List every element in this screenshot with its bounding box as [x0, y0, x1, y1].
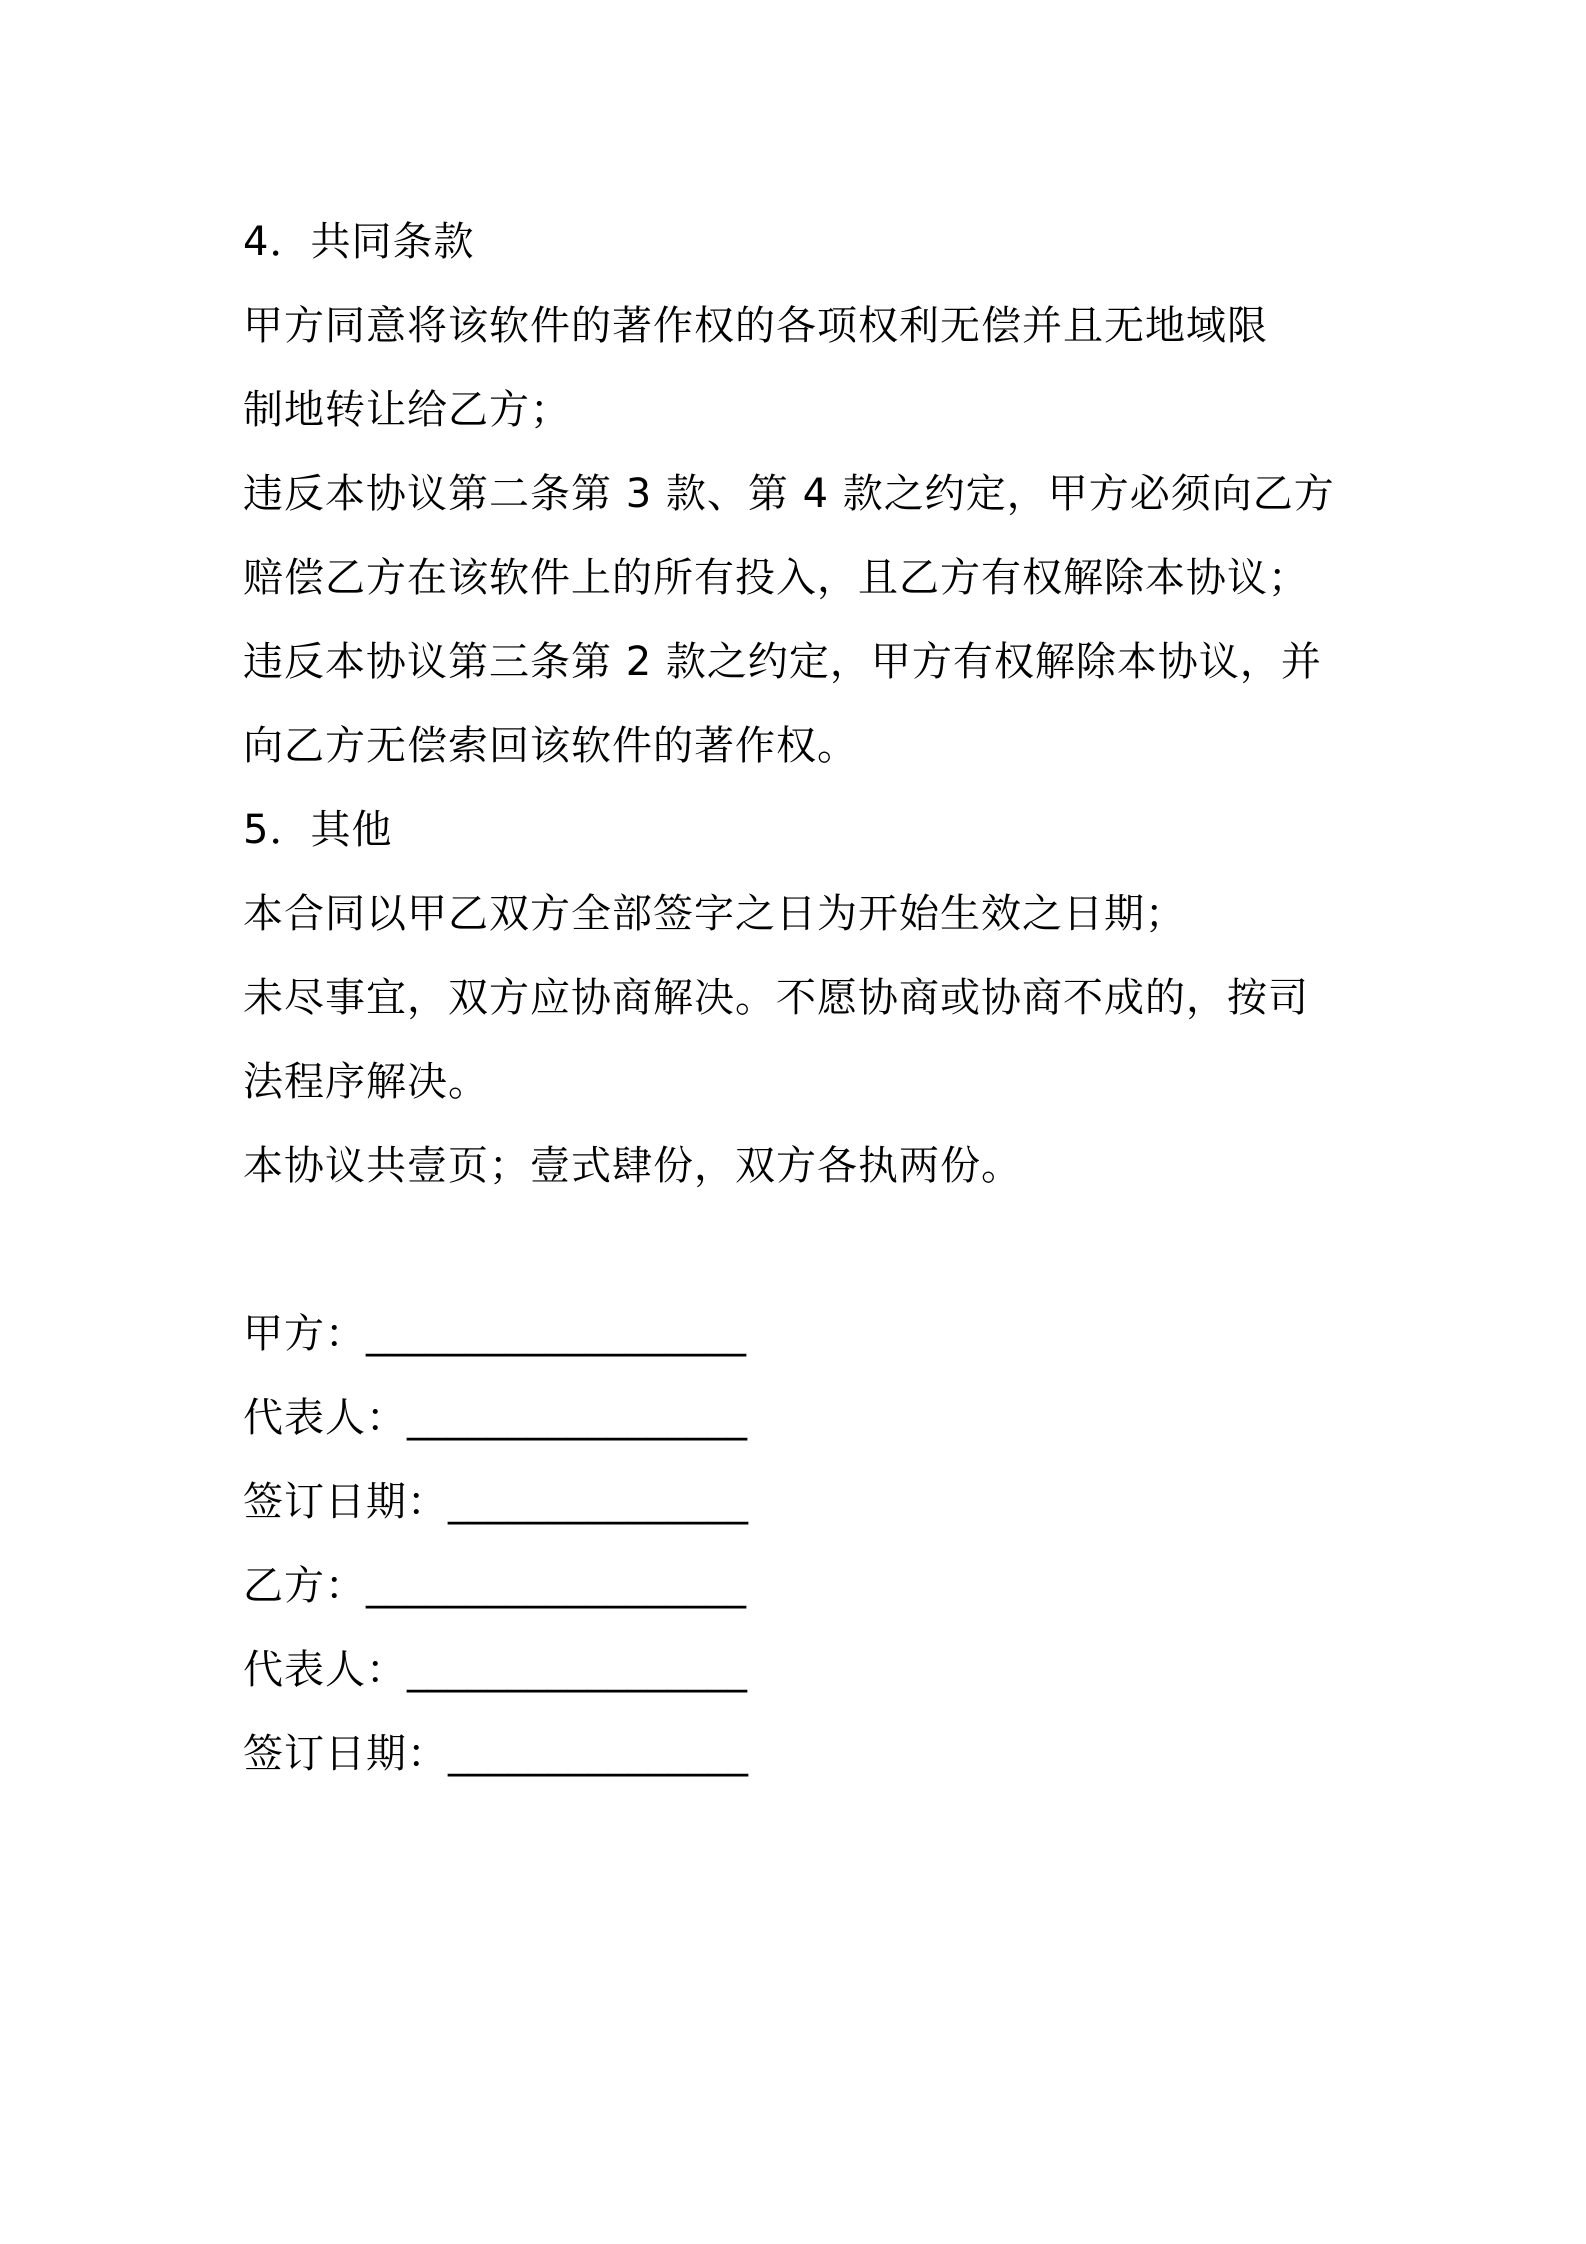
- signature-party-b-representative: [243, 1628, 1358, 1712]
- signature-party-a: [243, 1292, 1358, 1376]
- signature-label: 乙方：: [243, 1563, 366, 1609]
- signature-party-a-date: [243, 1460, 1358, 1544]
- section-5-heading: 5．其他: [243, 807, 393, 853]
- section-4-heading: 4．共同条款: [243, 219, 475, 265]
- signature-label: 代表人：: [243, 1647, 407, 1693]
- signature-blank: ___________________: [366, 1563, 746, 1609]
- section-4-line: 制地转让给乙方；: [243, 387, 571, 433]
- section-4-line: 甲方同意将该软件的著作权的各项权利无偿并且无地域限: [243, 303, 1268, 349]
- signature-blank: ___________________: [366, 1311, 746, 1357]
- signature-blank: _______________: [448, 1479, 748, 1525]
- section-5-line: 本协议共壹页；壹式肆份，双方各执两份。: [243, 1143, 1022, 1189]
- section-4-line: 违反本协议第三条第 2 款之约定，甲方有权解除本协议，并: [243, 639, 1322, 685]
- section-4-line: 赔偿乙方在该软件上的所有投入，且乙方有权解除本协议；: [243, 555, 1309, 601]
- signature-label: 签订日期：: [243, 1731, 448, 1777]
- signature-party-b-date: [243, 1712, 1358, 1796]
- section-4-line: 向乙方无偿索回该软件的著作权。: [243, 723, 858, 769]
- section-5-line: 未尽事宜，双方应协商解决。不愿协商或协商不成的，按司: [243, 975, 1309, 1021]
- document-body: [243, 200, 1358, 1796]
- signature-blank: _______________: [448, 1731, 748, 1777]
- section-5-line: 法程序解决。: [243, 1059, 489, 1105]
- section-5-line: 本合同以甲乙双方全部签字之日为开始生效之日期；: [243, 891, 1186, 937]
- signature-blank: _________________: [407, 1647, 747, 1693]
- signature-label: 代表人：: [243, 1395, 407, 1441]
- blank-spacer: [243, 1208, 1358, 1292]
- signature-party-a-representative: [243, 1376, 1358, 1460]
- signature-blank: _________________: [407, 1395, 747, 1441]
- signature-label: 签订日期：: [243, 1479, 448, 1525]
- signature-party-b: [243, 1544, 1358, 1628]
- section-4-line: 违反本协议第二条第 3 款、第 4 款之约定，甲方必须向乙方: [243, 471, 1335, 517]
- signature-label: 甲方：: [243, 1311, 366, 1357]
